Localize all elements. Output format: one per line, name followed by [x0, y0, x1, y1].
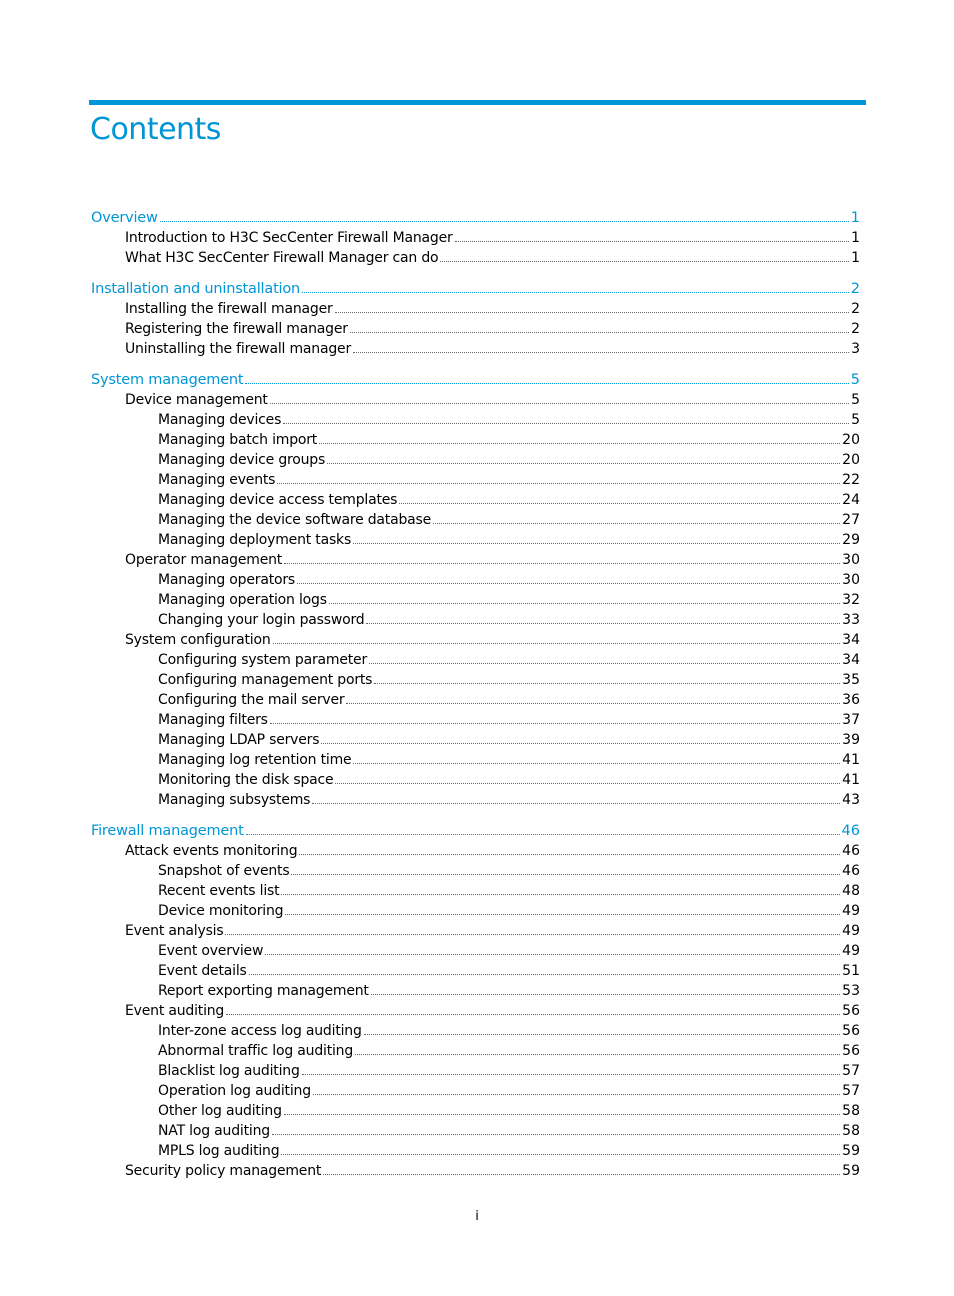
toc-entry-page: 46: [842, 863, 860, 879]
toc-entry-title: Blacklist log auditing: [158, 1063, 300, 1079]
toc-entry-page: 49: [842, 923, 860, 939]
toc-entry[interactable]: [158, 1040, 860, 1060]
dot-leader: [350, 332, 849, 333]
dot-leader: [353, 543, 840, 544]
toc-entry-title: Recent events list: [158, 883, 280, 899]
toc-entry[interactable]: [158, 1020, 860, 1040]
toc-entry-page: 46: [841, 823, 860, 839]
toc-entry-title: System configuration: [125, 632, 271, 648]
toc-entry-title: Configuring the mail server: [158, 692, 345, 708]
toc-entry[interactable]: [125, 338, 860, 358]
toc-entry-page: 56: [842, 1003, 860, 1019]
toc-entry-page: 3: [851, 341, 860, 357]
toc-entry-page: 5: [850, 372, 860, 388]
dot-leader: [346, 703, 840, 704]
toc-entry-title: Operation log auditing: [158, 1083, 311, 1099]
toc-entry-title: Monitoring the disk space: [158, 772, 334, 788]
toc-entry-page: 49: [842, 943, 860, 959]
toc-entry-title: Report exporting management: [158, 983, 369, 999]
toc-entry-page: 20: [842, 452, 860, 468]
toc-entry-title: Event analysis: [125, 923, 224, 939]
dot-leader: [433, 523, 840, 524]
dot-leader: [249, 974, 841, 975]
toc-entry-page: 56: [842, 1043, 860, 1059]
toc-entry-title: Managing events: [158, 472, 276, 488]
toc-entry[interactable]: [158, 529, 860, 549]
toc-entry-title: NAT log auditing: [158, 1123, 270, 1139]
dot-leader: [329, 603, 840, 604]
dot-leader: [270, 403, 849, 404]
dot-leader: [335, 312, 850, 313]
toc-entry-title: Installing the firewall manager: [125, 301, 333, 317]
dot-leader: [319, 443, 840, 444]
dot-leader: [364, 1034, 841, 1035]
dot-leader: [284, 1114, 840, 1115]
dot-leader: [323, 1174, 840, 1175]
toc-entry[interactable]: [91, 278, 860, 298]
toc-entry-title: Managing deployment tasks: [158, 532, 352, 548]
toc-entry-title: Configuring management ports: [158, 672, 373, 688]
toc-entry-title: Device management: [125, 392, 268, 408]
dot-leader: [353, 763, 840, 764]
toc-entry[interactable]: [158, 689, 860, 709]
toc-entry-page: 51: [842, 963, 860, 979]
dot-leader: [226, 1014, 840, 1015]
dot-leader: [299, 854, 840, 855]
toc-entry-page: 58: [842, 1123, 860, 1139]
dot-leader: [281, 1154, 840, 1155]
toc-entry-title: Managing subsystems: [158, 792, 311, 808]
toc-entry-title: Managing operation logs: [158, 592, 327, 608]
toc-entry-title: Registering the firewall manager: [125, 321, 348, 337]
toc-entry[interactable]: [158, 1120, 860, 1140]
toc-entry[interactable]: [158, 1140, 860, 1160]
toc-entry-page: 36: [842, 692, 860, 708]
toc-entry-page: 39: [842, 732, 860, 748]
toc-entry-title: Changing your login password: [158, 612, 365, 628]
toc-entry-title: Operator management: [125, 552, 283, 568]
toc-entry[interactable]: [158, 709, 860, 729]
toc-entry-title: Snapshot of events: [158, 863, 290, 879]
toc-entry-page: 59: [842, 1163, 860, 1179]
toc-entry[interactable]: [158, 489, 860, 509]
dot-leader: [371, 994, 840, 995]
toc-entry-page: 34: [842, 632, 860, 648]
toc-entry[interactable]: [158, 509, 860, 529]
dot-leader: [297, 583, 840, 584]
toc-entry[interactable]: [158, 1060, 860, 1080]
toc-entry-page: 53: [842, 983, 860, 999]
dot-leader: [440, 261, 849, 262]
dot-leader: [160, 221, 849, 222]
dot-leader: [283, 423, 849, 424]
toc-entry-title: Uninstalling the firewall manager: [125, 341, 352, 357]
toc-entry[interactable]: [125, 227, 860, 247]
dot-leader: [272, 1134, 840, 1135]
toc-entry-title: Overview: [91, 210, 158, 226]
toc-entry-page: 5: [851, 412, 860, 428]
toc-entry[interactable]: [125, 298, 860, 318]
dot-leader: [281, 894, 840, 895]
toc-entry[interactable]: [158, 469, 860, 489]
toc-entry-title: Introduction to H3C SecCenter Firewall Manager: [125, 230, 453, 246]
toc-entry[interactable]: [158, 789, 860, 809]
toc-entry[interactable]: [158, 569, 860, 589]
toc-entry[interactable]: [158, 880, 860, 900]
toc-entry-page: 37: [842, 712, 860, 728]
toc-entry[interactable]: [158, 940, 860, 960]
page-title: Contents: [90, 112, 221, 147]
toc-entry-page: 30: [842, 552, 860, 568]
toc-entry-title: Managing LDAP servers: [158, 732, 320, 748]
toc-entry[interactable]: [158, 769, 860, 789]
toc-entry[interactable]: [125, 247, 860, 267]
toc-entry[interactable]: [125, 1160, 860, 1180]
dot-leader: [455, 241, 850, 242]
toc-entry[interactable]: [158, 729, 860, 749]
toc-entry-title: System management: [91, 372, 244, 388]
dot-leader: [355, 1054, 840, 1055]
dot-leader: [312, 803, 840, 804]
toc-entry[interactable]: [125, 389, 860, 409]
page-number: i: [475, 1209, 479, 1224]
toc-entry-page: 41: [842, 772, 860, 788]
toc-entry-page: 57: [842, 1063, 860, 1079]
toc-entry-title: Managing devices: [158, 412, 282, 428]
toc-entry-title: Other log auditing: [158, 1103, 282, 1119]
toc-entry-page: 57: [842, 1083, 860, 1099]
toc-entry-title: What H3C SecCenter Firewall Manager can do: [125, 250, 439, 266]
dot-leader: [335, 783, 840, 784]
dot-leader: [327, 463, 840, 464]
toc-entry-page: 2: [850, 281, 860, 297]
toc-entry[interactable]: [91, 820, 860, 840]
toc-entry-page: 35: [842, 672, 860, 688]
toc-entry[interactable]: [125, 629, 860, 649]
toc-entry[interactable]: [125, 920, 860, 940]
toc-entry-page: 49: [842, 903, 860, 919]
toc-entry[interactable]: [158, 449, 860, 469]
toc-entry-title: Security policy management: [125, 1163, 322, 1179]
toc-entry-page: 2: [851, 321, 860, 337]
dot-leader: [225, 934, 840, 935]
dot-leader: [277, 483, 840, 484]
toc-entry-page: 1: [850, 210, 860, 226]
toc-entry-title: Managing device groups: [158, 452, 326, 468]
toc-entry[interactable]: [125, 318, 860, 338]
dot-leader: [246, 834, 840, 835]
toc-entry-title: Firewall management: [91, 823, 244, 839]
toc-entry-title: Attack events monitoring: [125, 843, 298, 859]
toc-entry[interactable]: [158, 980, 860, 1000]
toc-entry-page: 1: [851, 230, 860, 246]
toc-entry-title: Managing device access templates: [158, 492, 398, 508]
toc-entry[interactable]: [125, 840, 860, 860]
toc-entry[interactable]: [91, 207, 860, 227]
toc-entry[interactable]: [125, 549, 860, 569]
toc-entry[interactable]: [158, 429, 860, 449]
dot-leader: [313, 1094, 840, 1095]
dot-leader: [399, 503, 840, 504]
toc-entry-page: 29: [842, 532, 860, 548]
dot-leader: [265, 954, 840, 955]
toc-entry-page: 27: [842, 512, 860, 528]
toc-entry-title: Abnormal traffic log auditing: [158, 1043, 354, 1059]
toc-entry-page: 48: [842, 883, 860, 899]
toc-entry-page: 30: [842, 572, 860, 588]
toc-entry[interactable]: [158, 749, 860, 769]
toc-entry[interactable]: [125, 1000, 860, 1020]
dot-leader: [302, 1074, 841, 1075]
dot-leader: [353, 352, 849, 353]
toc-entry[interactable]: [158, 649, 860, 669]
toc-entry[interactable]: [158, 1100, 860, 1120]
toc-entry-page: 34: [842, 652, 860, 668]
toc-entry-title: Configuring system parameter: [158, 652, 368, 668]
dot-leader: [285, 914, 840, 915]
toc-entry[interactable]: [158, 409, 860, 429]
toc-entry-page: 5: [851, 392, 860, 408]
toc-entry-page: 1: [851, 250, 860, 266]
toc-entry-title: Installation and uninstallation: [91, 281, 301, 297]
toc-entry[interactable]: [91, 369, 860, 389]
toc-entry-title: Inter-zone access log auditing: [158, 1023, 362, 1039]
toc-entry-page: 2: [851, 301, 860, 317]
dot-leader: [273, 643, 841, 644]
toc-entry-page: 33: [842, 612, 860, 628]
toc-entry-page: 56: [842, 1023, 860, 1039]
toc-entry-title: Managing the device software database: [158, 512, 432, 528]
toc-entry-title: Device monitoring: [158, 903, 284, 919]
toc-entry[interactable]: [158, 589, 860, 609]
toc-entry-page: 58: [842, 1103, 860, 1119]
dot-leader: [270, 723, 840, 724]
toc-entry-title: Event overview: [158, 943, 264, 959]
toc-entry[interactable]: [158, 609, 860, 629]
dot-leader: [284, 563, 840, 564]
toc-entry-title: Managing batch import: [158, 432, 318, 448]
dot-leader: [302, 292, 849, 293]
dot-leader: [366, 623, 840, 624]
toc-entry[interactable]: [158, 960, 860, 980]
toc-entry-title: Managing log retention time: [158, 752, 352, 768]
dot-leader: [374, 683, 840, 684]
toc-entry[interactable]: [158, 669, 860, 689]
dot-leader: [245, 383, 848, 384]
toc-entry[interactable]: [158, 1080, 860, 1100]
dot-leader: [291, 874, 840, 875]
toc-entry-page: 59: [842, 1143, 860, 1159]
toc-entry-page: 41: [842, 752, 860, 768]
toc-entry-page: 22: [842, 472, 860, 488]
toc-entry-title: MPLS log auditing: [158, 1143, 280, 1159]
toc-entry[interactable]: [158, 900, 860, 920]
toc-entry-page: 20: [842, 432, 860, 448]
toc-entry-title: Managing filters: [158, 712, 268, 728]
dot-leader: [321, 743, 840, 744]
toc-entry-title: Event details: [158, 963, 247, 979]
toc-entry-page: 32: [842, 592, 860, 608]
dot-leader: [369, 663, 840, 664]
toc-entry[interactable]: [158, 860, 860, 880]
title-rule: [89, 100, 866, 105]
toc-entry-page: 43: [842, 792, 860, 808]
toc-entry-page: 24: [842, 492, 860, 508]
toc-entry-page: 46: [842, 843, 860, 859]
toc-entry-title: Managing operators: [158, 572, 296, 588]
toc-entry-title: Event auditing: [125, 1003, 225, 1019]
